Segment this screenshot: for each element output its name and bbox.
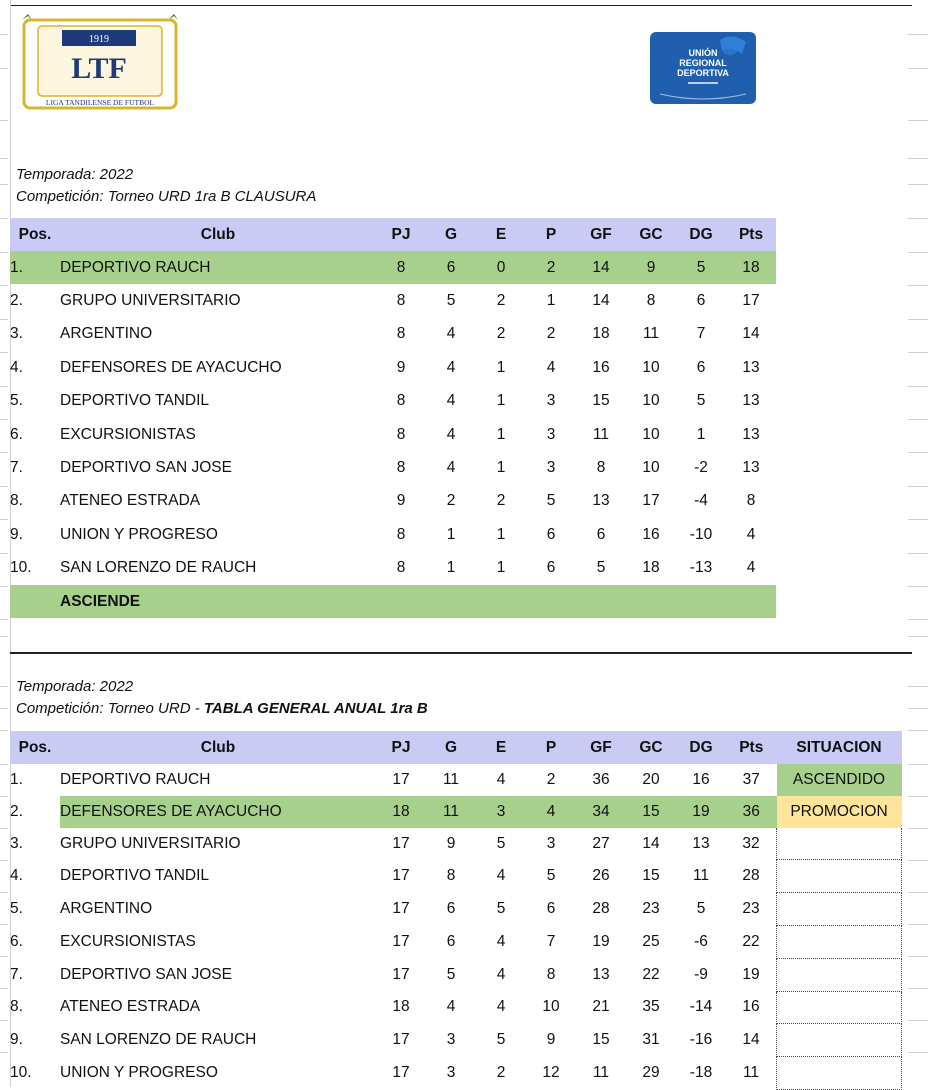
table1-cell-e: 1 [496, 392, 506, 410]
table1-cell-pj: 8 [396, 292, 406, 310]
table1-cell-g: 4 [446, 459, 456, 477]
asciende-legend: ASCIENDE [60, 585, 776, 618]
table1-cell-gf: 16 [592, 358, 610, 376]
table2-header-p: P [526, 731, 576, 764]
table1-cell-gf: 6 [596, 525, 606, 543]
urd-line-3: DEPORTIVA [677, 68, 729, 78]
table1-cell-p: 2 [526, 251, 576, 284]
top-border [10, 5, 912, 6]
table1-cell-gc: 18 [642, 559, 660, 577]
table1-cell-e: 2 [496, 292, 506, 310]
table2-cell-gf: 11 [592, 1064, 610, 1082]
urd-line-1: UNIÓN [688, 48, 718, 58]
table1-cell-pos: 10. [10, 559, 32, 577]
table2-cell-situacion: PROMOCION [777, 796, 902, 828]
table2-cell-g: 6 [446, 932, 456, 950]
table2-cell-g: 3 [446, 1031, 456, 1049]
table1-cell-g: 5 [446, 292, 456, 310]
table2-cell-pj: 18 [376, 796, 426, 828]
table2-cell-pos: 6. [10, 932, 23, 950]
table2-cell-pj: 17 [392, 965, 410, 983]
table2-cell-dg: 19 [676, 796, 726, 828]
table1-cell-g: 4 [446, 325, 456, 343]
table2-cell-gf: 13 [592, 965, 610, 983]
table1-header-p: P [526, 218, 576, 251]
table2-row [10, 796, 902, 828]
table2-row [10, 828, 902, 860]
table2-row [10, 958, 902, 991]
table2-cell-pj: 17 [392, 770, 410, 788]
table2-row [10, 1024, 902, 1057]
table2-cell-pts: 19 [742, 965, 760, 983]
table2-cell-pj: 17 [392, 867, 410, 885]
table1-cell-pts: 13 [742, 392, 760, 410]
table2-competition-prefix: Competición: Torneo URD - [16, 700, 204, 717]
table1-cell-gf: 15 [592, 392, 610, 410]
table1-cell-club: GRUPO UNIVERSITARIO [60, 292, 241, 310]
table2-cell-situacion [777, 893, 902, 926]
table2-cell-gf: 34 [576, 796, 626, 828]
table2-cell-dg: 11 [692, 867, 710, 885]
table2-cell-e: 5 [496, 900, 506, 918]
table2-cell-g: 5 [446, 965, 456, 983]
table2-cell-pts: 37 [742, 770, 760, 788]
table2-cell-pj: 17 [392, 900, 410, 918]
table1-cell-gf: 8 [596, 459, 606, 477]
table1-cell-pj: 9 [396, 492, 406, 510]
table1-cell-p: 3 [546, 392, 556, 410]
table1-cell-g: 4 [446, 392, 456, 410]
table2-cell-p: 3 [546, 834, 556, 852]
table2-cell-dg: 13 [692, 834, 710, 852]
table2-cell-e: 5 [496, 834, 506, 852]
table2-cell-situacion [777, 925, 902, 958]
table2-cell-g: 6 [446, 900, 456, 918]
table1-season: Temporada: 2022 [16, 166, 134, 183]
table2-cell-situacion [777, 1057, 902, 1090]
table2-cell-p: 12 [542, 1064, 560, 1082]
table2-cell-pj: 17 [392, 1031, 410, 1049]
table1-cell-pj: 8 [396, 392, 406, 410]
table1-row [10, 251, 776, 284]
table2-cell-g: 8 [446, 867, 456, 885]
table1-cell-e: 1 [496, 425, 506, 443]
table1-row [10, 385, 776, 418]
table2-header-pts: Pts [726, 731, 777, 764]
table2-meta [16, 676, 428, 720]
table2-cell-e: 4 [496, 770, 506, 788]
table1-header-gf: GF [576, 218, 626, 251]
table2-cell-club: DEPORTIVO TANDIL [60, 867, 210, 885]
table2-cell-pos: 4. [10, 867, 23, 885]
table1-legend-row [10, 585, 776, 618]
table2-cell-gc: 15 [642, 867, 660, 885]
table2-header-situacion: SITUACION [777, 731, 902, 764]
table1-cell-dg: -4 [694, 492, 708, 510]
table1-cell-pos: 2. [10, 292, 23, 310]
table1-header-gc: GC [626, 218, 676, 251]
table1-cell-gc: 10 [642, 392, 660, 410]
table1-cell-pj: 8 [396, 459, 406, 477]
table1-cell-e: 2 [496, 492, 506, 510]
table2-cell-pts: 22 [742, 932, 760, 950]
table2-cell-pts: 32 [742, 834, 760, 852]
table2-cell-g: 3 [446, 1064, 456, 1082]
table1-cell-e: 1 [496, 525, 506, 543]
table1-cell-dg: 6 [696, 358, 706, 376]
table1-cell-dg: 6 [696, 292, 706, 310]
table2-cell-gc: 23 [642, 900, 660, 918]
table1-cell-dg: -2 [694, 459, 708, 477]
table2-cell-gc: 22 [642, 965, 660, 983]
table2-cell-gf: 28 [592, 900, 610, 918]
table2-cell-e: 2 [496, 1064, 506, 1082]
table1-header-row [10, 218, 776, 251]
section-separator [10, 652, 912, 654]
table1-cell-pj: 8 [396, 325, 406, 343]
table1-cell-club: ATENEO ESTRADA [60, 492, 201, 510]
table2-cell-dg: 16 [692, 770, 710, 788]
table2-header-gf: GF [576, 731, 626, 764]
table1-cell-g: 2 [446, 492, 456, 510]
table2-cell-pos: 10. [10, 1064, 32, 1082]
table2-cell-e: 4 [496, 867, 506, 885]
table1-header-pos: Pos. [10, 218, 60, 251]
table1-cell-pts: 18 [726, 251, 776, 284]
table1-cell-pos: 5. [10, 392, 23, 410]
table2-cell-gf: 15 [592, 1031, 610, 1049]
table2-cell-dg: -16 [689, 1031, 713, 1049]
table2-cell-pj: 17 [392, 1064, 410, 1082]
table1-cell-e: 1 [496, 559, 506, 577]
table1-row [10, 318, 776, 351]
table1-cell-pts: 13 [742, 459, 760, 477]
table2-cell-gf: 27 [592, 834, 610, 852]
ltf-logo [18, 12, 182, 112]
table2-cell-e: 4 [496, 932, 506, 950]
table2-header-row [10, 731, 902, 764]
table1-cell-pos: 8. [10, 492, 23, 510]
table1-cell-gc: 9 [626, 251, 676, 284]
table1-header-dg: DG [676, 218, 726, 251]
table2-cell-gc: 29 [642, 1064, 660, 1082]
table1-cell-pts: 4 [746, 525, 756, 543]
table1-cell-dg: -10 [689, 525, 713, 543]
table1-cell-club: EXCURSIONISTAS [60, 425, 196, 443]
table1-cell-e: 2 [496, 325, 506, 343]
table1-header-g: G [426, 218, 476, 251]
table2-competition-title: TABLA GENERAL ANUAL 1ra B [203, 700, 428, 717]
table2-cell-situacion [777, 991, 902, 1024]
table2-cell-dg: -18 [689, 1064, 713, 1082]
table2-cell-club: EXCURSIONISTAS [60, 932, 196, 950]
table1-cell-p: 6 [546, 559, 556, 577]
table1-row [10, 451, 776, 484]
table2-cell-pos: 9. [10, 1031, 23, 1049]
table2-header-pj: PJ [376, 731, 426, 764]
table1-cell-gf: 18 [592, 325, 610, 343]
table1-header-club: Club [60, 218, 376, 251]
table2-cell-club: ATENEO ESTRADA [60, 998, 201, 1016]
table2-cell-e: 5 [496, 1031, 506, 1049]
table1-cell-gc: 17 [642, 492, 660, 510]
table2-row [10, 1057, 902, 1090]
ltf-year-text: 1919 [89, 34, 109, 45]
table1-cell-e: 0 [476, 251, 526, 284]
table2-cell-situacion: ASCENDIDO [777, 764, 902, 796]
table1-cell-g: 1 [446, 559, 456, 577]
table1-cell-pts: 17 [742, 292, 760, 310]
table1-cell-pos: 4. [10, 358, 23, 376]
table2-cell-situacion [777, 828, 902, 860]
table1-header-pts: Pts [726, 218, 776, 251]
table1-cell-gc: 8 [646, 292, 656, 310]
table1-cell-pts: 4 [746, 559, 756, 577]
table1-legend-spacer [10, 585, 60, 618]
table1-cell-gf: 14 [592, 292, 610, 310]
table2-cell-dg: 5 [696, 900, 706, 918]
table2-cell-gc: 14 [642, 834, 660, 852]
table2-competition [16, 698, 428, 720]
table2-cell-situacion [777, 860, 902, 893]
table1-cell-club: DEPORTIVO TANDIL [60, 392, 210, 410]
table1-cell-dg: 1 [696, 425, 706, 443]
table2-cell-situacion [777, 1024, 902, 1057]
table2-cell-club: DEPORTIVO SAN JOSE [60, 965, 232, 983]
table1-cell-gc: 10 [642, 358, 660, 376]
table2-cell-p: 4 [526, 796, 576, 828]
table2-cell-p: 2 [546, 770, 556, 788]
table2-cell-g: 4 [446, 998, 456, 1016]
table2-cell-pos: 5. [10, 900, 23, 918]
table1-cell-e: 1 [496, 459, 506, 477]
table1-cell-club: ARGENTINO [60, 325, 153, 343]
table2-cell-pj: 17 [392, 932, 410, 950]
table2-cell-gf: 36 [592, 770, 610, 788]
table1-cell-dg: 7 [696, 325, 706, 343]
table2-cell-club: SAN LORENZO DE RAUCH [60, 1031, 257, 1049]
table1-cell-pos: 3. [10, 325, 23, 343]
table1-row [10, 351, 776, 384]
table1-meta [16, 164, 316, 208]
urd-logo [650, 32, 756, 104]
table2-season: Temporada: 2022 [16, 678, 134, 695]
table1-cell-dg: 5 [696, 392, 706, 410]
table2-row [10, 893, 902, 926]
table1-cell-pj: 9 [396, 358, 406, 376]
table1-cell-p: 5 [546, 492, 556, 510]
table2-cell-pts: 28 [742, 867, 760, 885]
table1-cell-g: 4 [446, 358, 456, 376]
table1-row [10, 485, 776, 518]
table2-header-dg: DG [676, 731, 726, 764]
table1-cell-pts: 13 [742, 358, 760, 376]
table2-cell-gc: 31 [642, 1031, 660, 1049]
table1-cell-pj: 8 [396, 425, 406, 443]
table2-cell-club: ARGENTINO [60, 900, 153, 918]
table2-cell-pos: 8. [10, 998, 23, 1016]
table2-cell-pts: 23 [742, 900, 760, 918]
table2-cell-dg: -6 [694, 932, 708, 950]
table1-cell-club: SAN LORENZO DE RAUCH [60, 559, 257, 577]
table1-cell-gc: 16 [642, 525, 660, 543]
table2-cell-e: 4 [496, 965, 506, 983]
table1-header-e: E [476, 218, 526, 251]
table2-cell-club: DEPORTIVO RAUCH [60, 770, 211, 788]
table1-cell-pos: 7. [10, 459, 23, 477]
table2-cell-dg: -9 [694, 965, 708, 983]
table2-header-g: G [426, 731, 476, 764]
table2-cell-pts: 14 [742, 1031, 760, 1049]
table1-standings [10, 218, 776, 618]
table1-cell-pj: 8 [396, 559, 406, 577]
table1-cell-pts: 14 [742, 325, 760, 343]
table2-cell-club: DEFENSORES DE AYACUCHO [60, 796, 376, 828]
table2-cell-p: 7 [546, 932, 556, 950]
table1-cell-pos: 1. [10, 251, 60, 284]
table2-cell-pts: 16 [742, 998, 760, 1016]
table2-cell-pos: 7. [10, 965, 23, 983]
table1-cell-g: 6 [426, 251, 476, 284]
table2-cell-g: 11 [426, 796, 476, 828]
table2-standings [10, 731, 902, 1090]
table1-cell-p: 1 [546, 292, 556, 310]
table2-cell-pos: 2. [10, 802, 23, 820]
table2-header-club: Club [60, 731, 376, 764]
table2-cell-g: 9 [446, 834, 456, 852]
table1-cell-pos: 9. [10, 525, 23, 543]
table1-cell-g: 1 [446, 525, 456, 543]
table2-cell-gf: 19 [592, 932, 610, 950]
table2-cell-pj: 18 [392, 998, 410, 1016]
table1-cell-gc: 10 [642, 425, 660, 443]
table2-row [10, 860, 902, 893]
table2-header-gc: GC [626, 731, 676, 764]
table1-row [10, 418, 776, 451]
table1-cell-p: 3 [546, 425, 556, 443]
table1-row [10, 518, 776, 551]
table2-cell-p: 8 [546, 965, 556, 983]
table1-cell-g: 4 [446, 425, 456, 443]
table1-cell-p: 4 [546, 358, 556, 376]
table1-cell-gc: 11 [642, 325, 660, 343]
table1-cell-dg: 5 [676, 251, 726, 284]
table2-cell-p: 6 [546, 900, 556, 918]
table1-cell-club: DEPORTIVO SAN JOSE [60, 459, 232, 477]
table1-cell-pts: 8 [746, 492, 756, 510]
table1-cell-dg: -13 [689, 559, 713, 577]
table2-cell-gf: 21 [592, 998, 610, 1016]
table2-cell-pos: 3. [10, 834, 23, 852]
table1-cell-club: DEPORTIVO RAUCH [60, 251, 376, 284]
table2-cell-club: GRUPO UNIVERSITARIO [60, 834, 241, 852]
table2-cell-p: 10 [542, 998, 560, 1016]
table2-header-e: E [476, 731, 526, 764]
table2-row [10, 925, 902, 958]
table1-cell-p: 3 [546, 459, 556, 477]
table2-cell-p: 5 [546, 867, 556, 885]
table2-row [10, 764, 902, 796]
table2-cell-e: 4 [496, 998, 506, 1016]
table1-header-pj: PJ [376, 218, 426, 251]
table2-cell-p: 9 [546, 1031, 556, 1049]
table1-cell-p: 2 [546, 325, 556, 343]
table1-cell-pj: 8 [376, 251, 426, 284]
urd-line-2: REGIONAL [679, 58, 727, 68]
table2-cell-gc: 15 [626, 796, 676, 828]
table2-cell-pts: 36 [726, 796, 777, 828]
table1-cell-pts: 13 [742, 425, 760, 443]
table2-cell-g: 11 [442, 770, 460, 788]
table1-cell-gc: 10 [642, 459, 660, 477]
table2-cell-gc: 25 [642, 932, 660, 950]
ltf-initials-text: LTF [71, 52, 127, 85]
table1-cell-gf: 13 [592, 492, 610, 510]
table1-cell-e: 1 [496, 358, 506, 376]
table1-row [10, 284, 776, 317]
table2-cell-pj: 17 [392, 834, 410, 852]
ltf-ring-text: LIGA TANDILENSE DE FUTBOL [45, 98, 155, 107]
table2-header-pos: Pos. [10, 731, 60, 764]
table1-cell-pj: 8 [396, 525, 406, 543]
table1-cell-gf: 14 [576, 251, 626, 284]
table1-cell-pos: 6. [10, 425, 23, 443]
table1-row [10, 552, 776, 585]
table2-cell-pos: 1. [10, 770, 23, 788]
table2-row [10, 991, 902, 1024]
table2-cell-situacion [777, 958, 902, 991]
table2-cell-e: 3 [476, 796, 526, 828]
table1-cell-gf: 11 [592, 425, 610, 443]
table2-cell-club: UNION Y PROGRESO [60, 1064, 218, 1082]
table2-cell-gc: 35 [642, 998, 660, 1016]
table1-cell-p: 6 [546, 525, 556, 543]
table2-cell-gf: 26 [592, 867, 610, 885]
table2-cell-gc: 20 [642, 770, 660, 788]
table2-cell-pts: 11 [742, 1064, 760, 1082]
table1-cell-club: DEFENSORES DE AYACUCHO [60, 358, 282, 376]
table1-cell-club: UNION Y PROGRESO [60, 525, 218, 543]
table1-cell-gf: 5 [596, 559, 606, 577]
table1-competition: Competición: Torneo URD 1ra B CLAUSURA [16, 188, 317, 205]
table2-cell-dg: -14 [689, 998, 713, 1016]
